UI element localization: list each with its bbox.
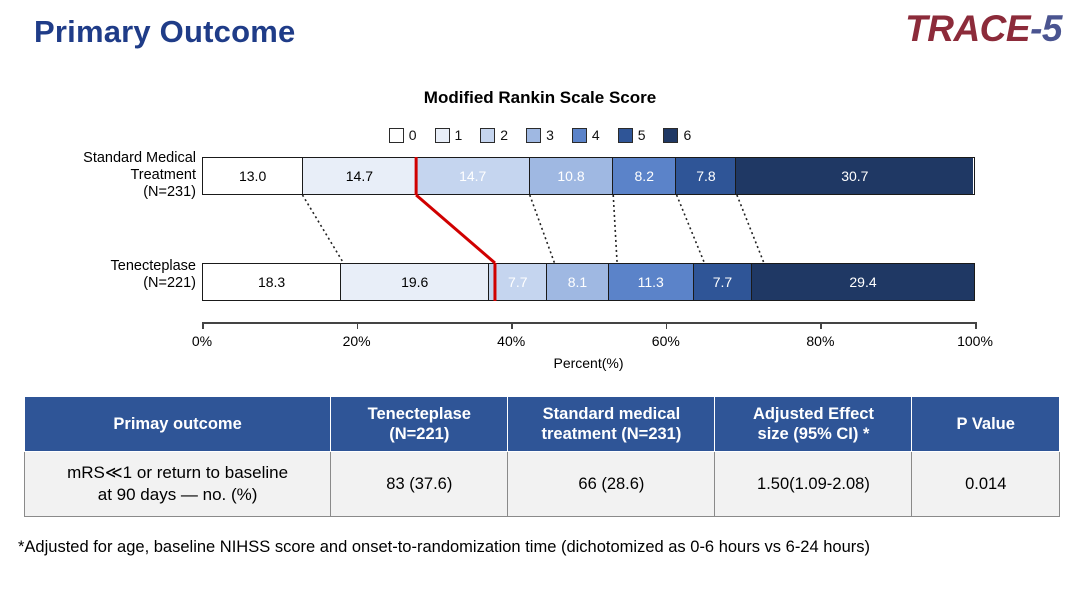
page-title: Primary Outcome (34, 14, 296, 49)
bar-segment-tnk-mrs5 (694, 264, 752, 300)
series-label-line: Standard Medical (83, 150, 196, 166)
stacked-bar-standard-medical-treatment (202, 157, 975, 195)
legend-item-4 (572, 127, 600, 143)
legend-swatch-3 (526, 128, 541, 143)
brand-logo-suffix: -5 (1030, 8, 1062, 49)
header (0, 0, 1080, 66)
series-label-tenecteplase (0, 258, 196, 292)
table-footnote: *Adjusted for age, baseline NIHSS score and onset-to-randomization time (dichotomized as 0-6 hours vs 6-24 hours) (18, 538, 871, 556)
bar-segment-value: 29.4 (849, 274, 877, 290)
stacked-bar-tenecteplase (202, 263, 975, 301)
table-header-line: Adjusted Effect (752, 405, 874, 423)
bar-segment-smt-mrs6 (736, 158, 973, 194)
x-axis-title: Percent(%) (553, 355, 624, 371)
table-cell-tenecteplase: 83 (37.6) (331, 452, 508, 517)
bar-segment-value: 19.6 (401, 274, 429, 290)
x-axis-tick (202, 322, 204, 329)
bar-segment-value: 7.7 (508, 274, 528, 290)
x-axis (0, 322, 1080, 382)
bar-segment-value: 10.8 (557, 168, 585, 184)
bar-segment-value: 14.7 (459, 168, 487, 184)
bar-segment-tnk-mrs6 (752, 264, 974, 300)
x-axis-tick-label: 60% (651, 333, 680, 349)
legend-swatch-2 (480, 128, 495, 143)
bar-segment-smt-mrs4 (613, 158, 676, 194)
legend-item-3 (526, 127, 554, 143)
table-header-line: size (95% CI) * (757, 425, 870, 443)
bar-segment-smt-mrs1 (303, 158, 416, 194)
legend-swatch-0 (389, 128, 404, 143)
legend-swatch-5 (618, 128, 633, 143)
bar-segment-tnk-mrs1 (341, 264, 489, 300)
table-header-line: (N=221) (389, 425, 450, 443)
bar-segment-value: 18.3 (257, 274, 286, 290)
series-label-line: (N=231) (143, 184, 196, 200)
legend-label-3: 3 (546, 127, 554, 143)
legend-item-1 (435, 127, 463, 143)
brand-logo-text: TRACE (905, 8, 1031, 49)
series-label-standard-medical-treatment (0, 150, 196, 201)
table-header-row (25, 397, 1060, 452)
x-axis-tick-label: 20% (342, 333, 371, 349)
bar-segment-smt-mrs0 (203, 158, 303, 194)
chart-title: Modified Rankin Scale Score (423, 88, 657, 107)
bar-segment-value: 13.0 (238, 168, 267, 184)
table-cell-outcome (25, 452, 331, 517)
bar-segment-value: 14.7 (345, 168, 373, 184)
table-row (25, 452, 1060, 517)
bar-segment-value: 8.2 (634, 168, 654, 184)
table-header-line: Tenecteplase (367, 405, 471, 423)
x-axis-tick (820, 322, 822, 329)
brand-logo (905, 8, 1062, 50)
x-axis-tick-label: 40% (497, 333, 526, 349)
table-cell-standard: 66 (28.6) (508, 452, 715, 517)
bar-segment-value: 11.3 (637, 274, 664, 290)
table-cell-p-value: 0.014 (912, 452, 1060, 517)
table-header-cell-2 (508, 397, 715, 452)
x-axis-tick (666, 322, 668, 329)
x-axis-tick-label: 80% (806, 333, 835, 349)
x-axis-line (202, 322, 975, 324)
bar-segment-tnk-mrs4 (609, 264, 694, 300)
bar-segment-value: 7.8 (696, 168, 716, 184)
legend-label-6: 6 (683, 127, 692, 143)
legend-label-1: 1 (454, 127, 463, 143)
table-cell-effect-size: 1.50(1.09-2.08) (715, 452, 912, 517)
bar-segment-smt-mrs2 (417, 158, 530, 194)
legend-label-5: 5 (637, 127, 646, 143)
bar-segment-smt-mrs5 (676, 158, 736, 194)
bar-segment-tnk-mrs2 (489, 264, 547, 300)
legend-swatch-6 (663, 128, 678, 143)
bar-segment-tnk-mrs3 (547, 264, 608, 300)
legend-item-0 (389, 127, 417, 143)
legend-item-2 (480, 127, 508, 143)
x-axis-tick (357, 322, 359, 329)
x-axis-tick (975, 322, 977, 329)
x-axis-tick-label: 100% (957, 333, 993, 349)
legend-swatch-4 (572, 128, 587, 143)
table-header-line: Primay outcome (113, 415, 242, 433)
table-head (25, 397, 1060, 452)
legend-label-4: 4 (591, 127, 600, 143)
bar-segment-tnk-mrs0 (203, 264, 341, 300)
x-axis-tick-label: 0% (191, 333, 213, 349)
x-axis-tick (511, 322, 513, 329)
primary-outcome-table (24, 396, 1060, 517)
legend-item-5 (618, 127, 646, 143)
chart-legend (0, 127, 1080, 143)
legend-item-6 (663, 127, 691, 143)
table-body (25, 452, 1060, 517)
table-cell-line: at 90 days — no. (%) (97, 485, 258, 504)
table-header-cell-4 (912, 397, 1060, 452)
legend-label-0: 0 (408, 127, 417, 143)
bar-segment-value: 7.7 (712, 274, 733, 290)
table-cell-line: mRS≪1 or return to baseline (67, 463, 289, 482)
table-header-cell-0 (25, 397, 331, 452)
table-header-cell-3 (715, 397, 912, 452)
table-header-line: P Value (956, 415, 1015, 433)
bar-segment-value: 30.7 (841, 168, 869, 184)
legend-swatch-1 (435, 128, 450, 143)
table-header-line: Standard medical (542, 405, 681, 423)
series-label-line: Treatment (130, 167, 196, 183)
series-label-line: Tenecteplase (110, 258, 196, 274)
legend-label-2: 2 (500, 127, 509, 143)
table-header-line: treatment (N=231) (541, 425, 682, 443)
table-header-cell-1 (331, 397, 508, 452)
series-label-line: (N=221) (143, 275, 196, 291)
bar-segment-value: 8.1 (567, 274, 588, 290)
bar-segment-smt-mrs3 (530, 158, 613, 194)
